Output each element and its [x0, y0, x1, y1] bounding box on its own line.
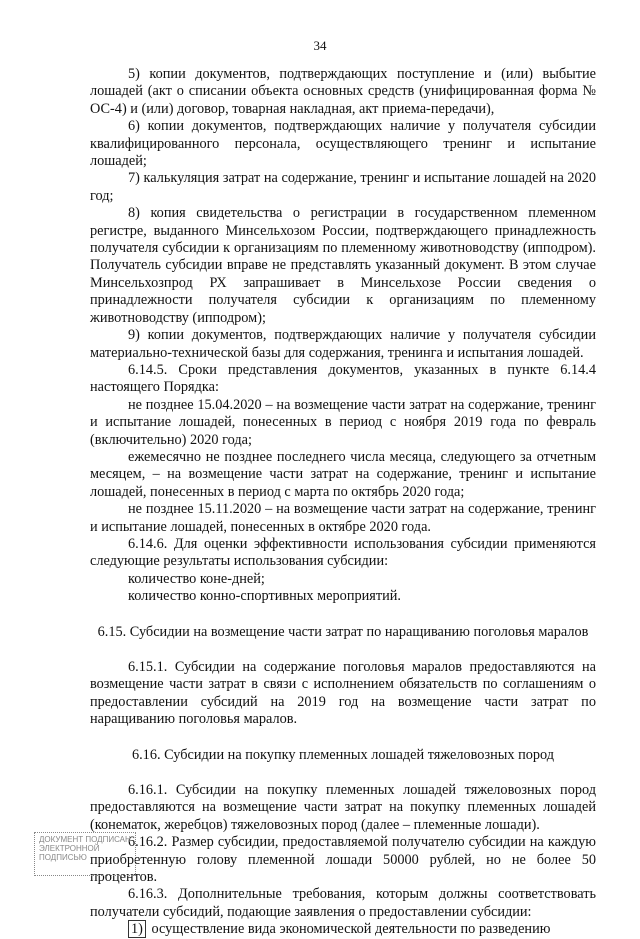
paragraph: количество коне-дней;	[128, 570, 265, 587]
paragraph: не позднее 15.04.2020 – на возмещение части затрат на содержание, тренинг и испытание лошадей, понесенных в период с ноября 2019 года по февраль (включительно) 2020 года;	[90, 396, 596, 448]
paragraph: 6.16.1. Субсидии на покупку племенных лошадей тяжеловозных пород предоставляются на возмещение части затрат на покупку племенных лошадей (конематок, жеребцов) тяжеловозных пород (далее – племенные лошади).	[90, 782, 596, 833]
item-number: 1)	[128, 920, 146, 938]
item-text: осуществление вида экономической деятельности по разведению	[151, 921, 551, 938]
paragraph: 8) копия свидетельства о регистрации в государственном племенном регистре, выданного Минсельхозом России, подтверждающего принадлежность получателя субсидии к организациям по племенному животноводству (ипподром). Получатель субсидии вправе не представлять указанный документ. В этом случае Минсельхозпрод РХ запрашивает в Минсельхозе России сведения о принадлежности получателя субсидии к организациям по племенному животноводству (ипподром);	[90, 205, 596, 326]
paragraph-last	[90, 921, 596, 938]
paragraph: 5) копии документов, подтверждающих поступление и (или) выбытие лошадей (акт о списании объекта основных средств (унифицированная форма № ОС-4) и (или) договор, товарная накладная, акт приема-передачи),	[90, 66, 596, 117]
signature-stamp: ДОКУМЕНТ ПОДПИСАН ЭЛЕКТРОННОЙ ПОДПИСЬЮ	[34, 832, 136, 876]
paragraph: 7) калькуляция затрат на содержание, тренинг и испытание лошадей на 2020 год;	[90, 170, 596, 204]
paragraph: 6) копии документов, подтверждающих наличие у получателя субсидии квалифицированного персонала, осуществляющего тренинг и испытание лошадей;	[90, 118, 596, 170]
section-heading-6-16: 6.16. Субсидии на покупку племенных лошадей тяжеловозных пород	[131, 746, 555, 763]
paragraph: 6.16.2. Размер субсидии, предоставляемой получателю субсидии на каждую приобретенную голову племенной лошади 50000 рублей, но не более 50 процентов.	[90, 834, 596, 886]
paragraph: 9) копии документов, подтверждающих наличие у получателя субсидии материально-технической базы для содержания, тренинга и испытания лошадей.	[90, 327, 596, 361]
paragraph: количество конно-спортивных мероприятий.	[128, 588, 401, 605]
paragraph: 6.14.6. Для оценки эффективности использования субсидии применяются следующие результаты использования субсидии:	[90, 535, 596, 570]
page-number: 34	[313, 38, 327, 53]
paragraph: ежемесячно не позднее последнего числа месяца, следующего за отчетным месяцем, – на возмещение части затрат на содержание, тренинг и испытание лошадей, понесенных в период с марта по октябрь 2020 года;	[90, 448, 596, 500]
paragraph: 6.16.3. Дополнительные требования, которым должны соответствовать получатели субсидий, подающие заявления о предоставлении субсидии:	[90, 886, 596, 920]
paragraph: 6.15.1. Субсидии на содержание поголовья маралов предоставляются на возмещение части затрат в связи с исполнением обязательств по соглашениям о предоставлении субсидий на 2019 год на возмещение части затрат по наращиванию поголовья маралов.	[90, 659, 596, 728]
paragraph: не позднее 15.11.2020 – на возмещение части затрат на содержание, тренинг и испытание лошадей, понесенных в октябре 2020 года.	[90, 501, 596, 535]
section-heading-6-15: 6.15. Субсидии на возмещение части затрат по наращиванию поголовья маралов	[97, 623, 589, 640]
paragraph: 6.14.5. Сроки представления документов, указанных в пункте 6.14.4 настоящего Порядка:	[90, 361, 596, 396]
document-body	[90, 66, 596, 939]
